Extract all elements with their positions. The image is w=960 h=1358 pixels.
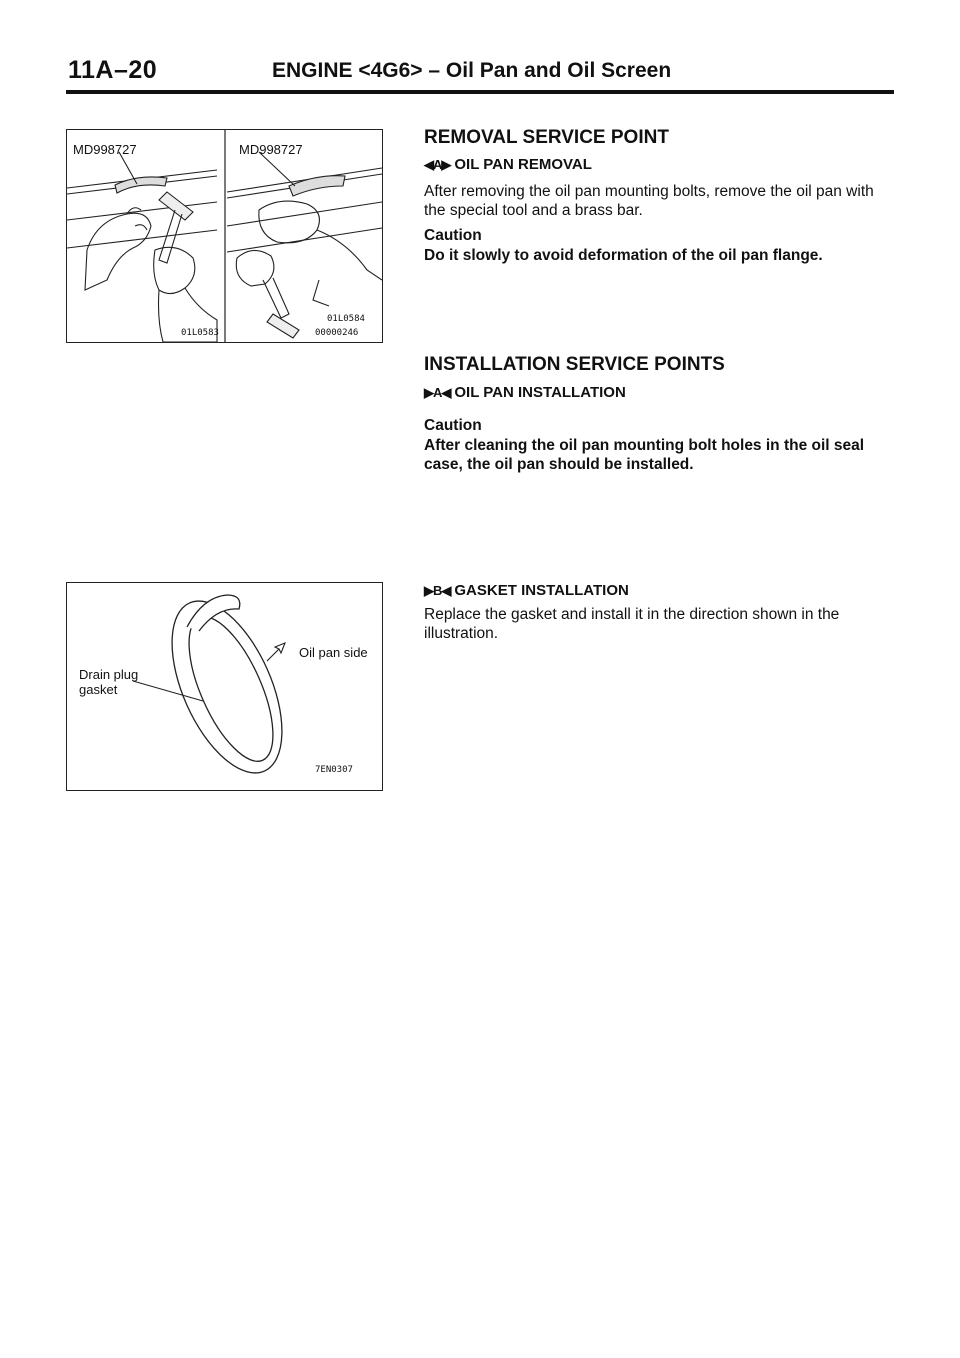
installation-caution-text: After cleaning the oil pan mounting bolt holes in the oil seal case, the oil pan should be installed. (424, 437, 865, 473)
oil-pan-installation-heading (424, 384, 626, 401)
right-figure-code-top: 01L0584 (327, 314, 365, 324)
page-title: ENGINE <4G6> – Oil Pan and Oil Screen (272, 59, 672, 82)
drain-plug-label: Drain plug (79, 667, 139, 682)
removal-caution-text: Do it slowly to avoid deformation of the oil pan flange. (424, 247, 823, 264)
oil-pan-side-label: Oil pan side (299, 645, 368, 660)
header-rule (66, 90, 894, 94)
oil-pan-removal-heading (424, 156, 592, 173)
oil-pan-removal-title: OIL PAN REMOVAL (454, 156, 592, 173)
oil-pan-installation-title: OIL PAN INSTALLATION (454, 384, 626, 401)
right-tool-label: MD998727 (239, 142, 303, 157)
gasket-label: gasket (79, 682, 118, 697)
oil-pan-removal-illustration (67, 130, 382, 342)
removal-marker-icon: ◀A▶ (424, 156, 451, 172)
oil-pan-removal-figure (66, 129, 383, 343)
removal-section-heading: REMOVAL SERVICE POINT (424, 127, 669, 148)
left-figure-code: 01L0583 (181, 328, 219, 338)
oil-pan-removal-text: After removing the oil pan mounting bolts, remove the oil pan with the special tool and a brass bar. (424, 183, 874, 219)
gasket-installation-text: Replace the gasket and install it in the direction shown in the illustration. (424, 606, 840, 642)
removal-caution-label: Caution (424, 227, 482, 244)
left-tool-label: MD998727 (73, 142, 137, 157)
gasket-figure-code: 7EN0307 (315, 765, 353, 775)
gasket-installation-figure (66, 582, 383, 791)
installation-section-heading: INSTALLATION SERVICE POINTS (424, 354, 725, 375)
page-number: 11A–20 (68, 56, 158, 84)
installation-a-marker-icon: ▶A◀ (424, 384, 451, 400)
gasket-installation-title: GASKET INSTALLATION (454, 582, 629, 599)
installation-caution-label: Caution (424, 417, 482, 434)
installation-b-marker-icon: ▶B◀ (424, 582, 451, 598)
gasket-installation-heading (424, 582, 629, 599)
right-figure-code-bottom: 00000246 (315, 328, 359, 338)
